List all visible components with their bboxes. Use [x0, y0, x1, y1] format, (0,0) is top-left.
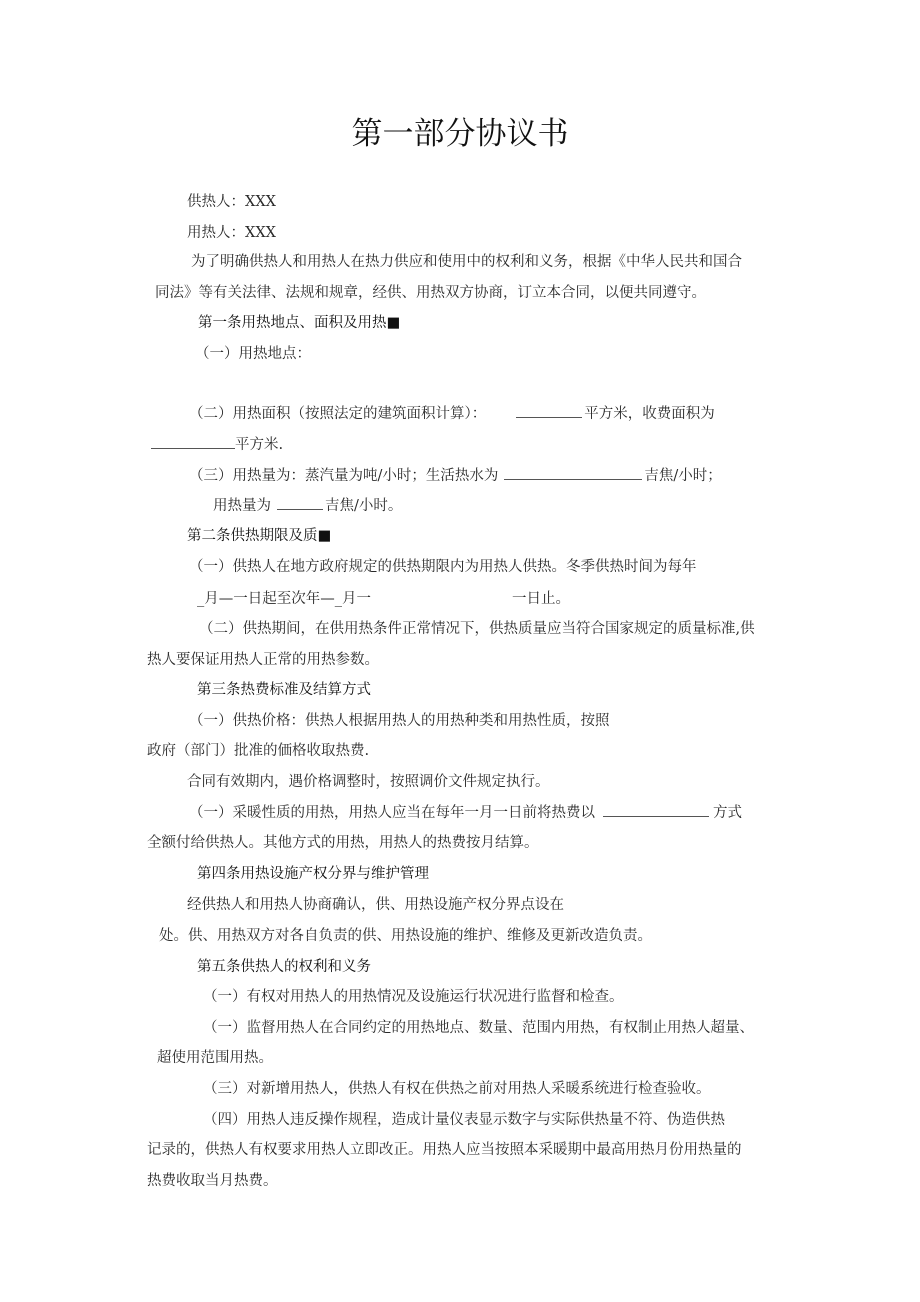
intro-line-1: 为了明确供热人和用热人在热力供应和使用中的权利和义务，根据《中华人民共和国合 [191, 254, 742, 270]
art1-item3-prefix: （三）用热量为：蒸汽量为吨/小时；生活热水为 [189, 468, 499, 484]
article-1-heading: 第一条用热地点、面积及用热■ [198, 315, 401, 331]
intro-line-2: 同法》等有关法律、法规和规章，经供、用热双方协商，订立本合同，以便共同遵守。 [155, 285, 706, 301]
art1-item2-line1 [189, 403, 715, 424]
art1-item3-suffix: 吉焦/小时； [644, 468, 722, 484]
art5-item2-line1: （一）监督用热人在合同约定的用热地点、数量、范围内用热，有权制止用热人超量、 [203, 1020, 754, 1036]
art5-item2-line2: 超使用范围用热。 [157, 1050, 273, 1066]
art5-item4-line2: 记录的，供热人有权要求用热人立即改正。用热人应当按照本采暖期中最高用热月份用热量的 [147, 1142, 742, 1158]
art3-note: 合同有效期内，遇价格调整时，按照调价文件规定执行。 [187, 774, 550, 790]
payment-method-blank [603, 802, 709, 817]
article-2-heading: 第二条供热期限及质■ [187, 528, 332, 544]
art1-item2-line2-suffix: 平方米. [235, 437, 284, 453]
art5-item4-line1: （四）用热人违反操作规程，造成计量仪表显示数字与实际供热量不符、伪造供热 [203, 1112, 725, 1128]
art5-item1: （一）有权对用热人的用热情况及设施运行状况进行监督和检查。 [203, 989, 624, 1005]
art3-item1-line2: 政府（部门）批准的価格收取热费. [147, 743, 370, 759]
art4-line1: 经供热人和用热人协商确认，供、用热设施产权分界点设在 [187, 897, 564, 913]
article-5-heading: 第五条供热人的权利和义务 [197, 959, 371, 975]
art3-item2-suffix: 方式 [713, 805, 742, 821]
art2-item1-line1: （一）供热人在地方政府规定的供热期限内为用热人供热。冬季供热时间为每年 [189, 559, 697, 575]
art5-item3: （三）对新增用热人，供热人有权在供热之前对用热人采暖系统进行检查验收。 [203, 1081, 711, 1097]
art2-item2-line2: 热人要保证用热人正常的用热参数。 [147, 652, 379, 668]
art3-item2-line2: 全额付给供热人。其他方式的用热，用热人的热费按月结算。 [147, 835, 539, 851]
area-blank [516, 403, 582, 418]
supplier-line: 供热人：XXX [187, 194, 276, 210]
article-3-heading: 第三条热费标准及结算方式 [197, 682, 371, 698]
page-title: 第一部分协议书 [351, 116, 569, 152]
art1-item2-line2 [151, 434, 283, 455]
art2-item2-line1: （二）供热期间，在供用热条件正常情况下，供热质量应当符合国家规定的质量标准,供 [199, 621, 755, 637]
art1-item3-line1 [189, 465, 722, 486]
art1-item3-line2 [213, 495, 402, 516]
art1-item1: （一）用热地点： [195, 346, 311, 362]
art5-item4-line3: 热费收取当月热费。 [147, 1173, 278, 1189]
art2-item1-line2-end: 一日止。 [512, 591, 570, 607]
art3-item2-prefix: （一）采暖性质的用热，用热人应当在每年一月一日前将热费以 [189, 805, 595, 821]
art1-item3-line2-suffix: 吉焦/小时。 [325, 498, 403, 514]
user-line: 用热人：XXX [187, 225, 276, 241]
art4-line2: 处。供、用热双方对各自负责的供、用热设施的维护、维修及更新改造负责。 [159, 928, 652, 944]
charge-area-blank [151, 434, 235, 449]
heat-amount-blank [277, 495, 323, 510]
art1-item2-prefix: （二）用热面积（按照法定的建筑面积计算）： [189, 406, 487, 422]
art1-item2-suffix: 平方米，收费面积为 [584, 406, 715, 422]
art1-item3-line2-prefix: 用热量为 [213, 498, 271, 514]
art2-item1-line2: _月—一日起至次年—_月一 [197, 591, 371, 607]
hot-water-blank [504, 465, 642, 480]
art3-item2-line1 [189, 802, 742, 823]
article-4-heading: 第四条用热设施产权分界与维护管理 [197, 866, 429, 882]
art3-item1-line1: （一）供热价格：供热人根据用热人的用热种类和用热性质，按照 [189, 713, 610, 729]
